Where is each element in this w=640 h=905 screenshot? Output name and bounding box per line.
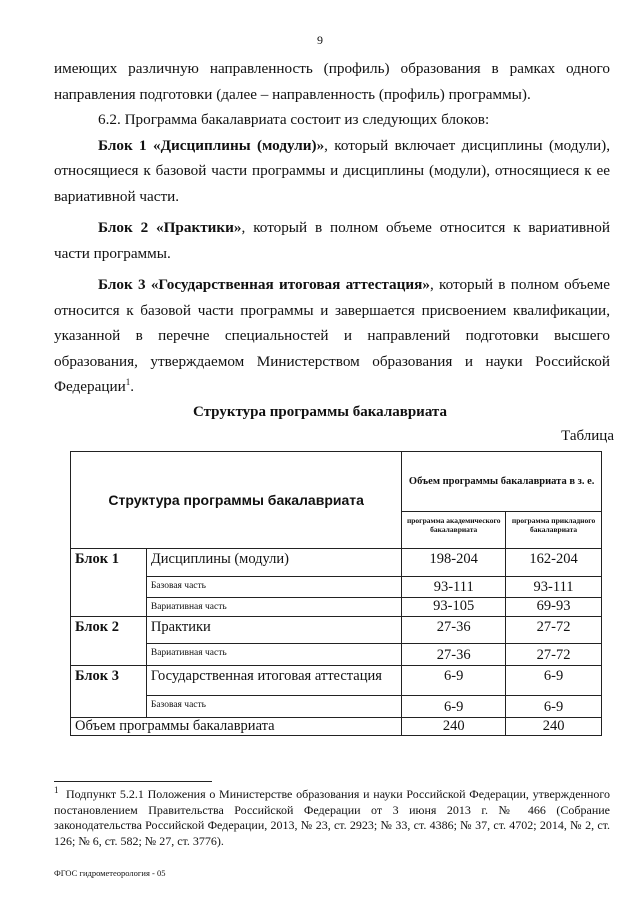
table-total-row [71,718,602,736]
page-number: 9 [317,33,323,47]
table-row [71,577,602,598]
table-row [71,696,602,718]
header-academic: программа академического бакалавриата [402,512,506,549]
page-footer: ФГОС гидрометеорология - 05 [54,868,166,878]
applied-value: 162-204 [506,549,602,577]
footnote-text: Подпункт 5.2.1 Положения о Министерстве образования и науки Российской Федерации, утвержденного постановлением Правительства Российской Федерации от 3 июня 2013 г. № 466 (Собрание законодательства Российской Федерации, 2013, № 23, ст. 2923; № 33, ст. 4386; № 37, ст. 4702; 2014, № 2, ст. 126; № 6, ст. 582; № 27, ст. 3776). [54,787,610,848]
applied-value: 6-9 [506,696,602,718]
body-text [54,56,610,400]
block-cell: Блок 1 [71,549,147,617]
row-name: Базовая часть [146,696,401,718]
table-row [71,666,602,696]
block-cell: Блок 3 [71,666,147,718]
header-volume: Объем программы бакалавриата в з. е. [402,452,602,512]
header-structure: Структура программы бакалавриата [71,452,402,549]
table-row [71,598,602,617]
block-2-text: , который в полном объеме относится к вариативной части программы. [54,219,610,262]
academic-value: 6-9 [402,696,506,718]
table-row [71,644,602,666]
applied-value: 93-111 [506,577,602,598]
row-name: Вариативная часть [146,598,401,617]
block-cell: Блок 2 [71,617,147,666]
applied-value: 27-72 [506,644,602,666]
paragraph-block-2 [54,215,610,266]
academic-value: 27-36 [402,644,506,666]
footnote-ref[interactable]: 1 [125,376,131,387]
applied-value: 6-9 [506,666,602,696]
table-label: Таблица [561,428,614,444]
block-3-end: . [130,378,135,395]
paragraph-1: имеющих различную направленность (профиль) образования в рамках одного направления подготовки (далее – направленность (профиль) программы). [54,60,610,103]
academic-value: 6-9 [402,666,506,696]
row-name: Вариативная часть [146,644,401,666]
block-3-title: Блок 3 «Государственная итоговая аттестация» [98,276,430,293]
paragraph-2: 6.2. Программа бакалавриата состоит из следующих блоков: [98,111,490,128]
total-academic: 240 [402,718,506,736]
footnote-marker: 1 [54,785,59,795]
applied-value: 27-72 [506,617,602,644]
total-applied: 240 [506,718,602,736]
row-name: Базовая часть [146,577,401,598]
table-title: Структура программы бакалавриата [193,404,447,420]
total-label: Объем программы бакалавриата [71,718,402,736]
block-1-title: Блок 1 «Дисциплины (модули)» [98,136,325,154]
footnote [54,787,610,849]
paragraph-block-3 [54,272,610,400]
paragraph-block-1 [54,133,610,210]
block-3-text: , который в полном объеме относится к базовой части программы и завершается присвоением квалификации, указанной в перечне специальностей и направлений подготовки высшего образования, утверждаемом Министерством образования и науки Российской Федерации [54,276,610,395]
table-row [71,549,602,577]
block-2-title: Блок 2 «Практики» [98,219,242,236]
header-applied: программа прикладного бакалавриата [506,512,602,549]
structure-table [70,451,602,736]
table-row [71,617,602,644]
applied-value: 69-93 [506,598,602,617]
block-1-text: , который включает дисциплины (модули), относящиеся к базовой части программы и дисциплины (модули), относящиеся к ее вариативной части. [54,136,610,205]
footnote-divider [54,781,212,782]
academic-value: 93-105 [402,598,506,617]
row-name: Дисциплины (модули) [146,549,401,577]
row-name: Государственная итоговая аттестация [146,666,401,696]
academic-value: 198-204 [402,549,506,577]
academic-value: 27-36 [402,617,506,644]
academic-value: 93-111 [402,577,506,598]
row-name: Практики [146,617,401,644]
